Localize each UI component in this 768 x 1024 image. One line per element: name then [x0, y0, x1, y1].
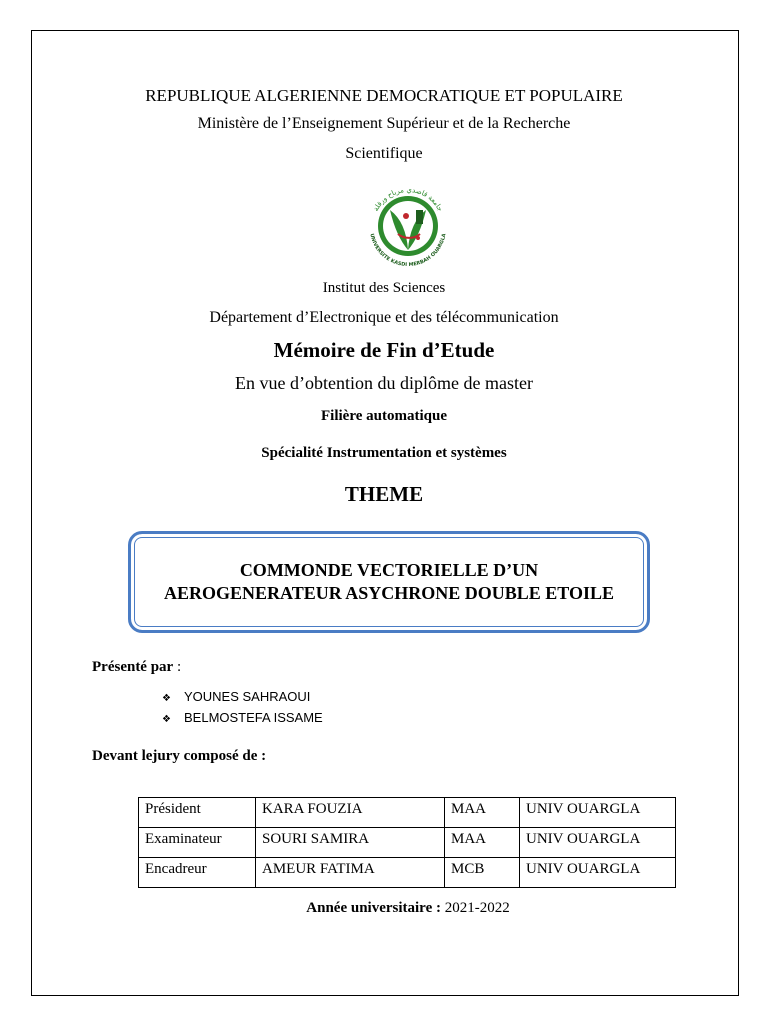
memoire-title: Mémoire de Fin d’Etude — [273, 338, 495, 362]
university-seal-icon — [360, 180, 456, 266]
jury-institution: UNIV OUARGLA — [520, 858, 676, 888]
jury-role: Encadreur — [139, 858, 256, 888]
table-row — [139, 858, 676, 888]
jury-role: Examinateur — [139, 828, 256, 858]
jury-table — [138, 797, 676, 888]
jury-name: KARA FOUZIA — [256, 798, 445, 828]
student-item — [162, 710, 323, 725]
jury-institution: UNIV OUARGLA — [520, 828, 676, 858]
filiere-line: Filière automatique — [321, 408, 447, 424]
theme-title: COMMONDE VECTORIELLE D’UN AEROGENERATEUR ASYCHRONE DOUBLE ETOILE — [164, 560, 614, 603]
year-value: 2021-2022 — [444, 900, 510, 916]
diamond-bullet-icon: ❖ — [162, 714, 171, 725]
diploma-line: En vue d’obtention du diplôme de master — [235, 373, 533, 393]
logo-latin-text: UNIVERSITE KASDI MERBAH OUARGLA — [368, 233, 448, 266]
ministry-title: Ministère de l’Enseignement Supérieur et de la Recherche — [197, 115, 571, 132]
republic-title: REPUBLIQUE ALGERIENNE DEMOCRATIQUE ET POPULAIRE — [145, 86, 623, 105]
theme-label: THEME — [344, 482, 424, 506]
ministry-title-cont: Scientifique — [345, 145, 423, 162]
presented-by — [92, 659, 181, 676]
department-name: Département d’Electronique et des télécommunication — [209, 309, 559, 326]
student-item — [162, 689, 310, 704]
jury-grade: MCB — [445, 858, 520, 888]
theme-box — [128, 531, 650, 633]
jury-grade: MAA — [445, 828, 520, 858]
presented-label: Présenté par — [92, 659, 174, 675]
institute-name: Institut des Sciences — [322, 280, 446, 296]
jury-name: SOURI SAMIRA — [256, 828, 445, 858]
diamond-bullet-icon: ❖ — [162, 693, 171, 704]
presented-colon: : — [173, 659, 182, 675]
jury-institution: UNIV OUARGLA — [520, 798, 676, 828]
jury-label: Devant lejury composé de : — [92, 748, 267, 764]
year-label: Année universitaire : — [306, 900, 441, 916]
student-name: YOUNES SAHRAOUI — [184, 689, 311, 704]
student-name: BELMOSTEFA ISSAME — [184, 710, 323, 725]
table-row — [139, 798, 676, 828]
jury-name: AMEUR FATIMA — [256, 858, 445, 888]
jury-role: Président — [139, 798, 256, 828]
table-row — [139, 828, 676, 858]
logo-arabic-text: جامعة قاصدي مرباح ورقلة — [371, 185, 445, 213]
jury-grade: MAA — [445, 798, 520, 828]
specialite-line: Spécialité Instrumentation et systèmes — [261, 445, 507, 461]
academic-year — [0, 900, 768, 917]
